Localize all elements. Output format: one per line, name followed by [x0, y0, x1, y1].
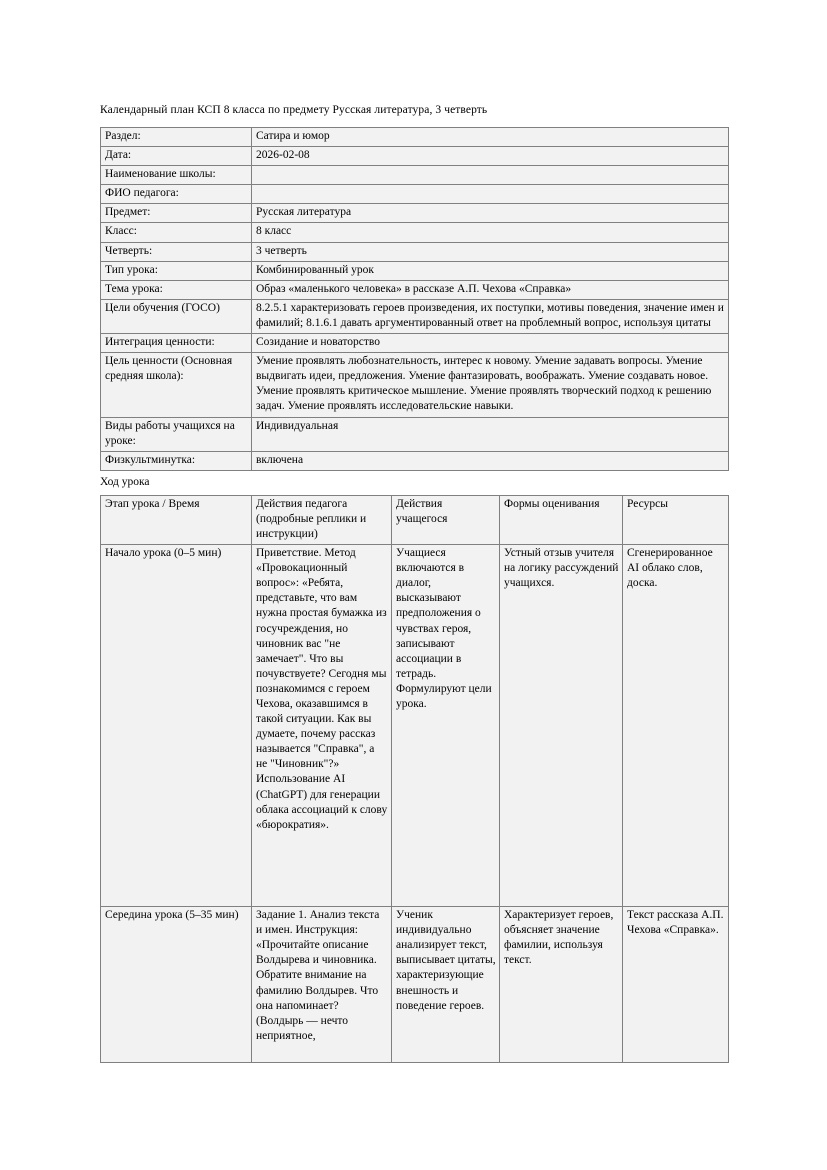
info-value-goals: 8.2.5.1 характеризовать героев произведения, их поступки, мотивы поведения, значение имен и фамилий; 8.1.6.1 давать аргументированный ответ на проблемный вопрос, используя цитаты	[252, 299, 729, 333]
info-value-subject: Русская литература	[252, 204, 729, 223]
table-row	[101, 261, 729, 280]
table-row	[101, 907, 729, 1063]
table-row	[101, 545, 729, 907]
info-label-data: Дата:	[101, 147, 252, 166]
info-value-class: 8 класс	[252, 223, 729, 242]
info-label-class: Класс:	[101, 223, 252, 242]
stage-cell-middle: Середина урока (5–35 мин)	[101, 907, 252, 1063]
info-label-teacher: ФИО педагога:	[101, 185, 252, 204]
assessment-cell-middle: Характеризует героев, объясняет значение фамилии, используя текст.	[500, 907, 623, 1063]
table-row	[101, 280, 729, 299]
info-value-physical-break: включена	[252, 451, 729, 470]
info-value-razdel: Сатира и юмор	[252, 128, 729, 147]
table-row	[101, 185, 729, 204]
column-header-resources: Ресурсы	[623, 495, 729, 544]
info-label-quarter: Четверть:	[101, 242, 252, 261]
lesson-flow-body	[101, 545, 729, 1063]
lesson-info-table	[100, 127, 729, 471]
info-label-razdel: Раздел:	[101, 128, 252, 147]
lesson-flow-head	[101, 495, 729, 544]
info-value-teacher	[252, 185, 729, 204]
student-actions-cell-start: Учащиеся включаются в диалог, высказывают предположения о чувствах героя, записывают ассоциации в тетрадь. Формулируют цели урока.	[392, 545, 500, 907]
page-title: Календарный план КСП 8 класса по предмету Русская литература, 3 четверть	[100, 104, 488, 116]
column-header-assessment: Формы оценивания	[500, 495, 623, 544]
info-value-school	[252, 166, 729, 185]
info-label-subject: Предмет:	[101, 204, 252, 223]
info-value-quarter: 3 четверть	[252, 242, 729, 261]
table-row	[101, 353, 729, 417]
info-label-value-goal: Цель ценности (Основная средняя школа):	[101, 353, 252, 417]
table-row	[101, 451, 729, 470]
info-label-physical-break: Физкультминутка:	[101, 451, 252, 470]
assessment-cell-start: Устный отзыв учителя на логику рассуждений учащихся.	[500, 545, 623, 907]
table-row	[101, 204, 729, 223]
info-value-work-types: Индивидуальная	[252, 417, 729, 451]
info-label-school: Наименование школы:	[101, 166, 252, 185]
info-label-lesson-type: Тип урока:	[101, 261, 252, 280]
info-value-lesson-topic: Образ «маленького человека» в рассказе А.П. Чехова «Справка»	[252, 280, 729, 299]
column-header-teacher-actions: Действия педагога (подробные реплики и инструкции)	[252, 495, 392, 544]
lesson-flow-caption: Ход урока	[100, 475, 150, 488]
table-row	[101, 166, 729, 185]
info-value-data: 2026-02-08	[252, 147, 729, 166]
resources-cell-middle: Текст рассказа А.П. Чехова «Справка».	[623, 907, 729, 1063]
info-value-value-goal: Умение проявлять любознательность, интерес к новому. Умение задавать вопросы. Умение выдвигать идеи, предложения. Умение фантазировать, воображать. Умение создавать новое. Умение проявлять критическое мышление. Умение проявлять творческий подход к решению задач. Умение проявлять исследовательские навыки.	[252, 353, 729, 417]
table-row	[101, 417, 729, 451]
info-value-lesson-type: Комбинированный урок	[252, 261, 729, 280]
table-row	[101, 334, 729, 353]
student-actions-cell-middle: Ученик индивидуально анализирует текст, выписывает цитаты, характеризующие внешность и поведение героев.	[392, 907, 500, 1063]
column-header-stage: Этап урока / Время	[101, 495, 252, 544]
info-value-value-integration: Созидание и новаторство	[252, 334, 729, 353]
table-row	[101, 128, 729, 147]
column-header-student-actions: Действия учащегося	[392, 495, 500, 544]
table-row	[101, 242, 729, 261]
resources-cell-start: Сгенерированное AI облако слов, доска.	[623, 545, 729, 907]
teacher-actions-cell-start: Приветствие. Метод «Провокационный вопрос»: «Ребята, представьте, что вам нужна простая бумажка из госучреждения, но чиновник вас "не замечает". Что вы почувствуете? Сегодня мы познакомимся с героем Чехова, оказавшимся в такой ситуации. Как вы думаете, почему рассказ называется "Справка", а не "Чиновник"?» Использование AI (ChatGPT) для генерации облака ассоциаций к слову «бюрократия».	[252, 545, 392, 907]
lesson-info-body	[101, 128, 729, 471]
teacher-actions-cell-middle: Задание 1. Анализ текста и имен. Инструкция: «Прочитайте описание Волдырева и чиновника. Обратите внимание на фамилию Волдырев. Что она напоминает? (Волдырь — нечто неприятное,	[252, 907, 392, 1063]
table-row	[101, 147, 729, 166]
table-row	[101, 299, 729, 333]
info-label-work-types: Виды работы учащихся на уроке:	[101, 417, 252, 451]
info-label-value-integration: Интеграция ценности:	[101, 334, 252, 353]
lesson-flow-table	[100, 495, 729, 1063]
document-content	[100, 103, 728, 1063]
info-label-goals: Цели обучения (ГОСО)	[101, 299, 252, 333]
stage-cell-start: Начало урока (0–5 мин)	[101, 545, 252, 907]
table-row	[101, 223, 729, 242]
table-header-row	[101, 495, 729, 544]
info-label-lesson-topic: Тема урока:	[101, 280, 252, 299]
